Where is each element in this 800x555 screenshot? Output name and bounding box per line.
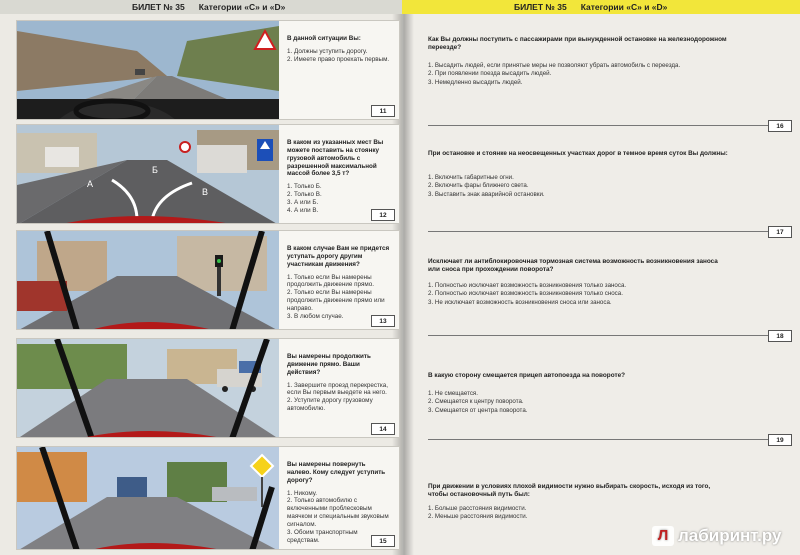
parking-spot-label-a: А bbox=[87, 179, 94, 189]
question-text-13 bbox=[287, 245, 391, 321]
question-number: 19 bbox=[768, 434, 792, 446]
question-card-12 bbox=[16, 124, 400, 224]
question-photo-13 bbox=[17, 231, 279, 329]
answer-option: 3. Немедленно высадить людей. bbox=[428, 78, 523, 86]
answer-option: 2. При появлении поезда высадить людей. bbox=[428, 70, 552, 78]
question-text-12 bbox=[287, 139, 391, 215]
question-number: 13 bbox=[371, 315, 395, 327]
answer-option: 2. Только В. bbox=[287, 191, 322, 199]
question-number: 16 bbox=[768, 120, 792, 132]
answer-option: 3. Выставить знак аварийной остановки. bbox=[428, 190, 545, 198]
answer-option: 1. Завершите проезд перекрестка, если Вы первым выедете на него. bbox=[287, 381, 389, 397]
answer-option: 4. А или В. bbox=[287, 206, 319, 214]
question-number: 18 bbox=[768, 330, 792, 342]
answer-option: 3. Обоим транспортным средствам. bbox=[287, 528, 358, 544]
question-number: 14 bbox=[371, 423, 395, 435]
question-photo-11 bbox=[17, 21, 279, 119]
question-title: Вы намерены повернуть налево. Кому следует уступить дорогу? bbox=[287, 461, 386, 484]
answer-option: 2. Только автомобилю с включенными проблесковым маячком и специальным звуковым сигналом. bbox=[287, 497, 389, 529]
right-header-ticket: БИЛЕТ № 35 bbox=[514, 2, 567, 12]
answer-list bbox=[428, 282, 728, 307]
separator-line bbox=[428, 125, 768, 126]
left-header bbox=[0, 0, 402, 14]
question-block-17 bbox=[416, 150, 794, 236]
question-number: 12 bbox=[371, 209, 395, 221]
answer-option: 3. В любом случае. bbox=[287, 312, 344, 320]
answer-option: 1. Никому. bbox=[287, 489, 318, 497]
right-header bbox=[402, 0, 800, 14]
question-title: В каком случае Вам не придется уступать дорогу другим участникам движения? bbox=[287, 245, 390, 268]
answer-option: 2. Меньше расстояния видимости. bbox=[428, 513, 528, 521]
answer-option: 2. Полностью исключает возможность возникновения только сноса. bbox=[428, 290, 623, 298]
question-text-14 bbox=[287, 353, 391, 413]
left-header-ticket: БИЛЕТ № 35 bbox=[132, 2, 185, 12]
answer-list bbox=[428, 62, 728, 87]
right-header-category: Категории «С» и «D» bbox=[580, 2, 668, 12]
question-text-11 bbox=[287, 35, 391, 64]
question-title: Исключает ли антиблокировочная тормозная система возможность возникновения заноса или сноса при прохождении поворота? bbox=[428, 258, 718, 274]
question-card-11 bbox=[16, 20, 400, 120]
separator-line bbox=[428, 231, 768, 232]
answer-option: 2. Включить фары ближнего света. bbox=[428, 182, 529, 190]
watermark-text: лабиринт.ру bbox=[678, 526, 782, 545]
question-title: В каком из указанных мест Вы можете поставить на стоянку грузовой автомобиль с разрешенной максимальной массой более 3,5 т? bbox=[287, 139, 384, 178]
question-number: 15 bbox=[371, 535, 395, 547]
answer-list bbox=[428, 390, 728, 415]
question-card-14 bbox=[16, 338, 400, 438]
answer-option: 1. Полностью исключает возможность возникновения только заноса. bbox=[428, 282, 627, 289]
question-photo-12 bbox=[17, 125, 279, 223]
question-block-20 bbox=[416, 483, 794, 531]
answer-option: 2. Уступите дорогу грузовому автомобилю. bbox=[287, 397, 373, 413]
question-text-15 bbox=[287, 461, 391, 545]
question-photo-14 bbox=[17, 339, 279, 437]
question-title: При движении в условиях плохой видимости нужно выбирать скорость, исходя из того, чтобы остановочный путь был: bbox=[428, 483, 711, 499]
question-block-16 bbox=[416, 36, 794, 130]
question-number: 17 bbox=[768, 226, 792, 238]
question-title: Как Вы должны поступить с пассажирами при вынужденной остановке на железнодорожном переезде? bbox=[428, 36, 727, 52]
question-card-13 bbox=[16, 230, 400, 330]
answer-option: 1. Высадить людей, если принятые меры не позволяют убрать автомобиль с переезда. bbox=[428, 62, 681, 69]
labirint-logo-icon: Л bbox=[652, 526, 674, 546]
question-title: В данной ситуации Вы: bbox=[287, 35, 361, 42]
left-header-category: Категории «С» и «D» bbox=[198, 2, 286, 12]
answer-list bbox=[428, 174, 728, 199]
parking-spot-label-b: Б bbox=[152, 165, 158, 175]
answer-option: 3. А или Б. bbox=[287, 199, 319, 207]
question-card-15 bbox=[16, 446, 400, 550]
question-title: При остановке и стоянке на неосвещенных участках дорог в темное время суток Вы должны: bbox=[428, 150, 728, 157]
answer-option: 2. Смещается к центру поворота. bbox=[428, 398, 524, 406]
answer-option: 1. Только Б. bbox=[287, 183, 322, 191]
question-number: 11 bbox=[371, 105, 395, 117]
answer-option: 1. Не смещается. bbox=[428, 390, 478, 397]
answer-option: 3. Не исключает возможность возникновения сноса или заноса. bbox=[428, 298, 612, 306]
answer-option: 2. Имеете право проехать первым. bbox=[287, 55, 390, 63]
answer-option: 1. Только если Вы намерены продолжить движение прямо. bbox=[287, 273, 374, 289]
answer-option: 3. Смещается от центра поворота. bbox=[428, 406, 528, 414]
answer-option: 1. Больше расстояния видимости. bbox=[428, 505, 527, 512]
question-title: Вы намерены продолжить движение прямо. Ваши действия? bbox=[287, 353, 371, 376]
question-block-19 bbox=[416, 372, 794, 444]
question-photo-15 bbox=[17, 447, 279, 549]
answer-option: 2. Только если Вы намерены продолжить движение прямо или направо. bbox=[287, 289, 385, 313]
question-block-18 bbox=[416, 258, 794, 340]
answer-option: 1. Включить габаритные огни. bbox=[428, 174, 514, 181]
watermark bbox=[652, 526, 781, 546]
answer-option: 1. Должны уступить дорогу. bbox=[287, 47, 368, 55]
separator-line bbox=[428, 335, 768, 336]
answer-list bbox=[428, 505, 728, 522]
separator-line bbox=[428, 439, 768, 440]
question-title: В какую сторону смещается прицеп автопоезда на повороте? bbox=[428, 372, 626, 379]
parking-spot-label-v: В bbox=[202, 187, 209, 197]
